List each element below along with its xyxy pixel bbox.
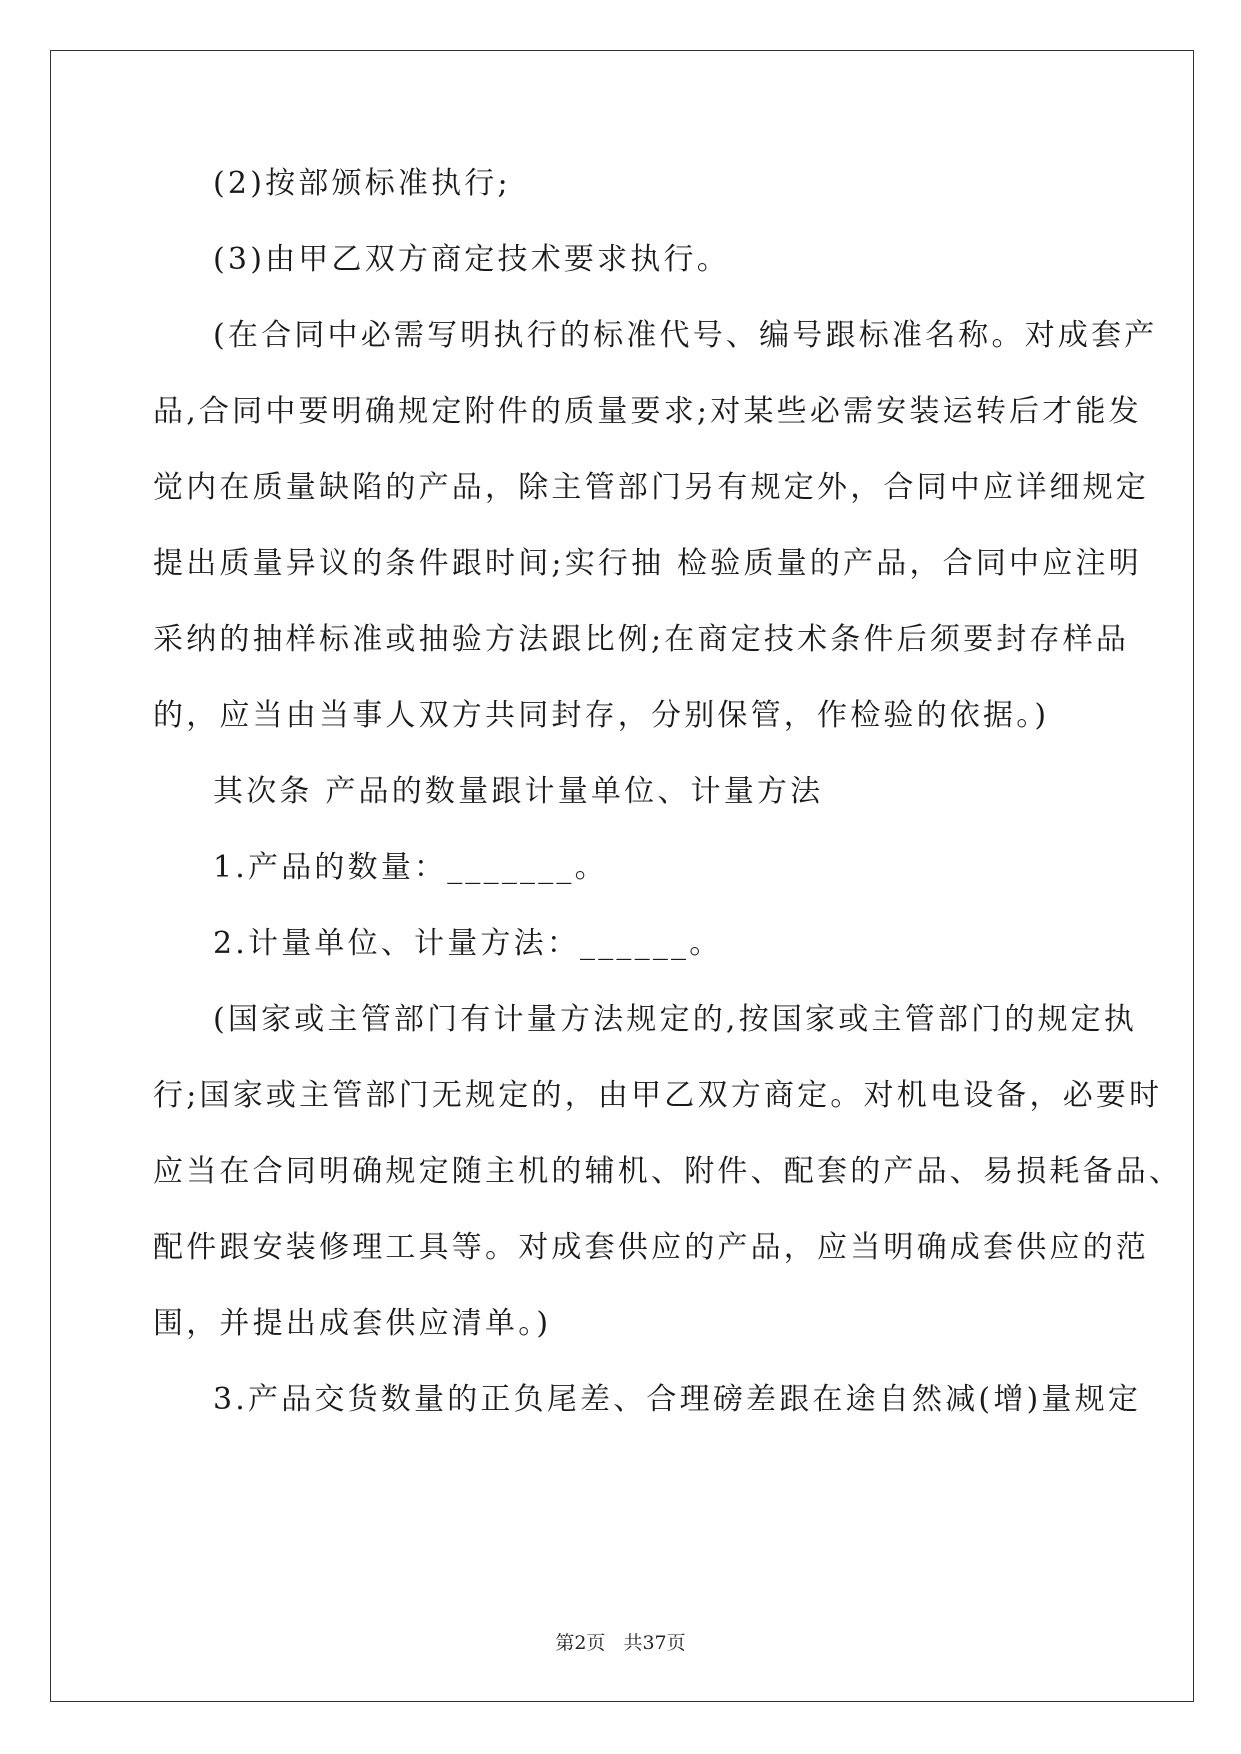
page-number-current: 第2页 <box>555 1632 606 1654</box>
paragraph-line: 2.计量单位、计量方法：______。 <box>213 926 723 961</box>
paragraph-line: 3.产品交货数量的正负尾差、合理磅差跟在途自然减(增)量规定 <box>213 1382 1142 1417</box>
paragraph-line: 应当在合同明确规定随主机的辅机、附件、配套的产品、易损耗备品、 <box>153 1154 1183 1189</box>
paragraph-line: 觉内在质量缺陷的产品，除主管部门另有规定外，合同中应详细规定 <box>153 470 1149 505</box>
paragraph-line: 品,合同中要明确规定附件的质量要求;对某些必需安装运转后才能发 <box>153 394 1142 429</box>
paragraph-line: 配件跟安装修理工具等。对成套供应的产品，应当明确成套供应的范 <box>153 1230 1149 1265</box>
paragraph-line: (2)按部颁标准执行; <box>213 166 511 201</box>
page-footer <box>0 1628 1241 1655</box>
paragraph-line: (在合同中必需写明执行的标准代号、编号跟标准名称。对成套产 <box>213 318 1158 353</box>
paragraph-line: 1.产品的数量：_______。 <box>213 850 608 885</box>
section-heading: 其次条 产品的数量跟计量单位、计量方法 <box>213 774 824 809</box>
paragraph-line: (国家或主管部门有计量方法规定的,按国家或主管部门的规定执 <box>213 1002 1138 1037</box>
paragraph-line: 采纳的抽样标准或抽验方法跟比例;在商定技术条件后须要封存样品 <box>153 622 1130 657</box>
paragraph-line: 行;国家或主管部门无规定的，由甲乙双方商定。对机电设备，必要时 <box>153 1078 1163 1113</box>
paragraph-line: 的，应当由当事人双方共同封存，分别保管，作检验的依据。) <box>153 698 1050 733</box>
page-number-total: 共37页 <box>623 1632 686 1654</box>
paragraph-line: 提出质量异议的条件跟时间;实行抽 检验质量的产品，合同中应注明 <box>153 546 1142 581</box>
paragraph-line: 围，并提出成套供应清单。) <box>153 1306 552 1341</box>
paragraph-line: (3)由甲乙双方商定技术要求执行。 <box>213 242 730 277</box>
